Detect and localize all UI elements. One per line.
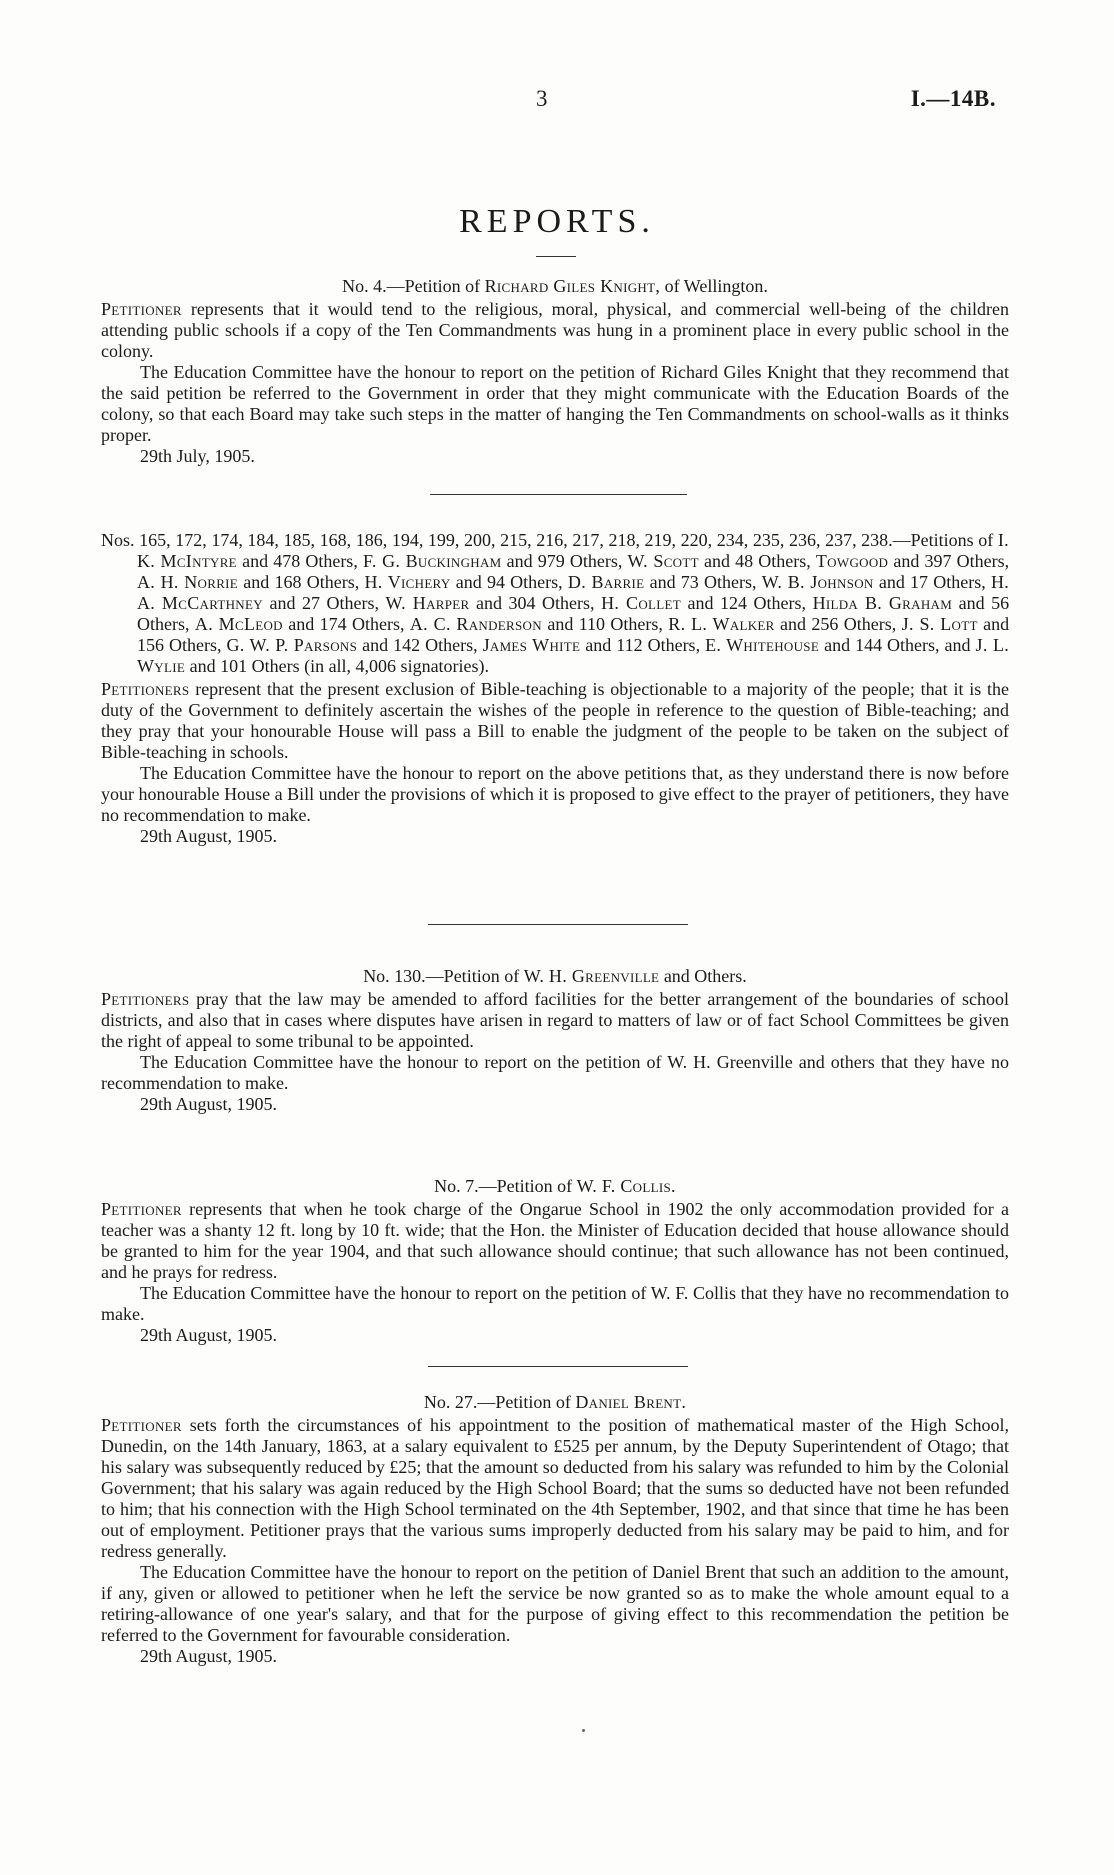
petitioner-entry: A. McLeod and 174 Others,	[194, 614, 405, 634]
petition-text: Petitioners represent that the present exclusion of Bible-teaching is objectionable to a majority of the people; that it is the duty of the Government to definitely ascertain the wishes of the people in reference to the question of Bible-teaching; and they pray that your honourable House will pass a Bill to enable the judgment of the people to be taken on the subject of Bible-teaching in schools.	[101, 679, 1009, 762]
petitioner-entry: Hilda B. Graham and 56 Others,	[137, 593, 1010, 634]
section-heading: No. 27.—Petition of Daniel Brent.	[423, 1392, 687, 1412]
petition-text: Petitioner represents that when he took charge of the Ongarue School in 1902 the only accommodation provided for a teacher was a shanty 12 ft. long by 10 ft. wide; that the Hon. the Minister of Education decided that house allowance should be granted to him for the year 1904, and that such allowance should continue; that such allowance has not been continued, and he prays for redress.	[101, 1199, 1009, 1282]
report-date: 29th July, 1905.	[140, 446, 255, 466]
section-divider	[430, 494, 687, 495]
petitioner-entry: F. G. Buckingham and 979 Others,	[362, 551, 623, 571]
report-section-4	[101, 1176, 1009, 1346]
petition-text: Petitioner represents that it would tend to the religious, moral, physical, and commercial well-being of the children attending public schools if a copy of the Ten Commandments was hung in a prominent place in every public school in the colony.	[101, 299, 1010, 361]
report-date: 29th August, 1905.	[140, 1646, 278, 1666]
report-date: 29th August, 1905.	[140, 1325, 278, 1345]
petitioner-entry: H. A. McCarthney and 27 Others,	[137, 572, 1010, 613]
section-divider	[428, 924, 688, 925]
page-number: 3	[536, 86, 548, 111]
section-heading: No. 130.—Petition of W. H. Greenville and Others.	[363, 966, 747, 986]
petitioner-entry: W. Harper and 304 Others,	[385, 593, 595, 613]
petitioner-entry: G. W. P. Parsons and 142 Others,	[226, 635, 478, 655]
report-date: 29th August, 1905.	[140, 826, 278, 846]
petitioner-entry: E. Whitehouse and 144 Others, and	[705, 635, 971, 655]
petitioner-entry: R. L. Walker and 256 Others,	[668, 614, 897, 634]
document-reference: I.—14B.	[910, 86, 996, 111]
petitioner-entry: W. Scott and 48 Others,	[627, 551, 811, 571]
section-divider	[428, 1366, 688, 1367]
petition-text: Petitioners pray that the law may be amended to afford facilities for the better arrangement of the boundaries of school districts, and also that in cases where disputes have arisen in regard to matters of law or of fact School Committees be given the right of appeal to some tribunal to be appointed.	[101, 989, 1010, 1051]
petition-text: Petitioner sets forth the circumstances of his appointment to the position of mathematical master of the High School, Dunedin, on the 14th January, 1863, at a salary equivalent to £525 per annum, by the Deputy Superintendent of Otago; that his salary was subsequently reduced by £25; that the amount so deducted from his salary was refunded to him by the Colonial Government; that his salary was again reduced by the High School Board; that the sums so deducted have not been refunded to him; that his connection with the High School terminated on the 4th September, 1902, and that since that time he has been out of employment. Petitioner prays that the various sums improperly deducted from his salary may be paid to him, and for redress generally.	[101, 1415, 1010, 1561]
committee-report: The Education Committee have the honour to report on the petition of Daniel Brent that such an addition to the amount, if any, given or allowed to petitioner when he left the service be now granted so as to make the whole amount equal to a retiring-allowance of one year's salary, and that for the purpose of giving effect to this recommendation the petition be referred to the Government for favourable consideration.	[101, 1562, 1009, 1645]
committee-report: The Education Committee have the honour to report on the petition of Richard Giles Knight that they recommend that the said petition be referred to the Government in order that they might communicate with the Education Boards of the colony, so that each Board may take such steps in the matter of hanging the Ten Commandments on school-walls as it thinks proper.	[101, 362, 1009, 445]
petitioner-entry: J. S. Lott and 156 Others,	[137, 614, 1010, 655]
petitioner-entry: James White and 112 Others,	[482, 635, 701, 655]
petitioner-entry: W. B. Johnson and 17 Others,	[761, 572, 986, 592]
petitioner-entry: H. Vichery and 94 Others,	[364, 572, 563, 592]
report-section-5	[101, 1392, 1009, 1667]
section-heading: No. 7.—Petition of W. F. Collis.	[434, 1176, 676, 1196]
page-mark	[582, 1729, 585, 1732]
petitioner-entry: A. C. Randerson and 110 Others,	[409, 614, 663, 634]
committee-report: The Education Committee have the honour to report on the petition of W. H. Greenville and others that they have no recommendation to make.	[101, 1052, 1009, 1093]
report-section-1	[101, 276, 1009, 467]
petitioner-entry: A. H. Norrie and 168 Others,	[137, 572, 360, 592]
petitioner-entry: J. L. Wylie and 101 Others (in all, 4,006 signatories).	[137, 635, 1010, 676]
committee-report: The Education Committee have the honour to report on the above petitions that, as they understand there is now before your honourable House a Bill under the provisions of which it is proposed to give effect to the prayer of petitioners, they have no recommendation to make.	[101, 763, 1009, 825]
report-section-2	[101, 530, 1009, 847]
petitioner-entry: H. Collet and 124 Others,	[601, 593, 807, 613]
report-date: 29th August, 1905.	[140, 1094, 278, 1114]
page-title: REPORTS.	[459, 203, 655, 240]
petitioner-entry: Towgood and 397 Others,	[815, 551, 1010, 571]
title-rule	[536, 256, 576, 257]
report-section-3	[101, 966, 1009, 1115]
section-heading: No. 4.—Petition of Richard Giles Knight, of Wellington.	[342, 276, 768, 296]
petition-numbers: Nos. 165, 172, 174, 184, 185, 168, 186, 194, 199, 200, 215, 216, 217, 218, 219, 220, 234, 235, 236, 237, 238.—Petitions of I. K. McIntyre and 478 Others, F. G. Buckingham and 979 Others, W. Scott and 48 Others, Towgood and 397 Others, A. H. Norrie and 168 Others, H. Vichery and 94 Others, D. Barrie and 73 Others, W. B. Johnson and 17 Others, H. A. McCarthney and 27 Others, W. Harper and 304 Others, H. Collet and 124 Others, Hilda B. Graham and 56 Others, A. McLeod and 174 Others, A. C. Randerson and 110 Others, R. L. Walker and 256 Others, J. S. Lott and 156 Others, G. W. P. Parsons and 142 Others, James White and 112 Others, E. Whitehouse and 144 Others, and J. L. Wylie and 101 Others (in all, 4,006 signatories).	[101, 530, 1010, 676]
petitioner-entry: I. K. McIntyre and 478 Others,	[137, 530, 1009, 571]
committee-report: The Education Committee have the honour to report on the petition of W. F. Collis that they have no recommendation to make.	[101, 1283, 1009, 1324]
petitioner-entry: D. Barrie and 73 Others,	[567, 572, 757, 592]
